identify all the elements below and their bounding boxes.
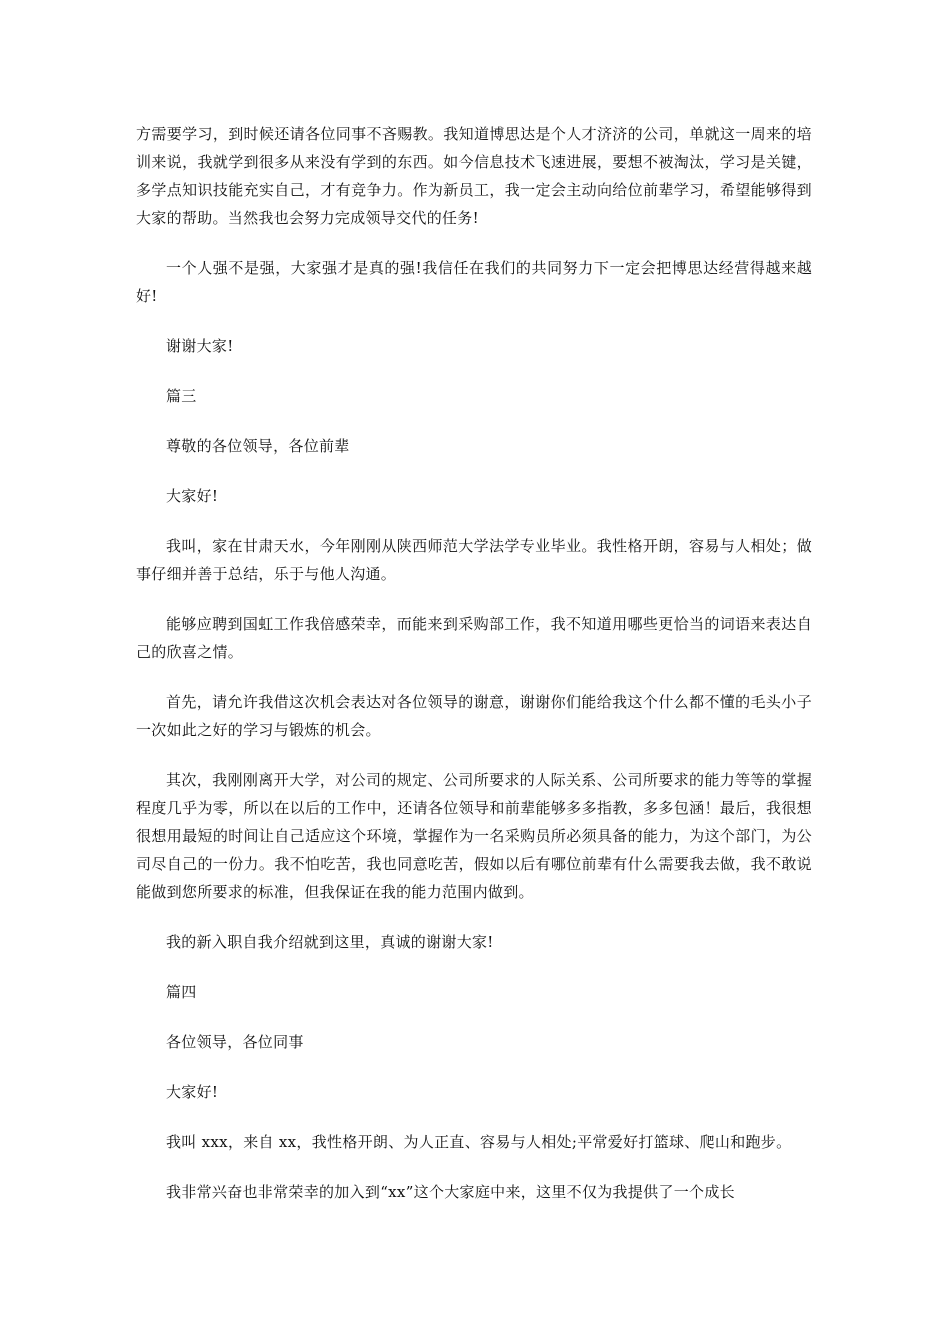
paragraph-joining: 我非常兴奋也非常荣幸的加入到“xx”这个大家庭中来，这里不仅为我提供了一个成长 xyxy=(166,1183,735,1201)
greeting-2: 大家好! xyxy=(166,1083,219,1101)
paragraph-hobbies: 我叫 xxx，来自 xx，我性格开朗、为人正直、容易与人相处;平常爱好打篮球、爬山和跑步。 xyxy=(166,1133,792,1151)
paragraph-continuation: 方需要学习，到时候还请各位同事不吝赐教。我知道博思达是个人才济济的公司，单就这一周来的培训来说，我就学到很多从来没有学到的东西。如今信息技术飞速进展，要想不被淘汰，学习是关键，多学点知识技能充实自己，才有竞争力。作为新员工，我一定会主动向给位前辈学习，希望能够得到大家的帮助。当然我也会努力完成领导交代的任务! xyxy=(136,125,812,227)
section-heading-4: 篇四 xyxy=(166,983,197,1001)
paragraph-second: 其次，我刚刚离开大学，对公司的规定、公司所要求的人际关系、公司所要求的能力等等的掌握程度几乎为零，所以在以后的工作中，还请各位领导和前辈能够多多指教，多多包涵！最后，我很想很想用最短的时间让自己适应这个环境，掌握作为一名采购员所必须具备的能力，为这个部门，为公司尽自己的一份力。我不怕吃苦，我也同意吃苦，假如以后有哪位前辈有什么需要我去做，我不敢说能做到您所要求的标准，但我保证在我的能力范围内做到。 xyxy=(136,771,812,901)
paragraph-self-intro: 我叫，家在甘肃天水，今年刚刚从陕西师范大学法学专业毕业。我性格开朗，容易与人相处；做事仔细并善于总结，乐于与他人沟通。 xyxy=(136,537,812,583)
paragraph-closing: 我的新入职自我介绍就到这里，真诚的谢谢大家! xyxy=(166,933,494,951)
document-body xyxy=(136,120,812,1206)
paragraph-first: 首先，请允许我借这次机会表达对各位领导的谢意，谢谢你们能给我这个什么都不懂的毛头小子一次如此之好的学习与锻炼的机会。 xyxy=(136,693,812,739)
greeting: 大家好! xyxy=(166,487,219,505)
section-heading-3: 篇三 xyxy=(166,387,197,405)
paragraph-honored: 能够应聘到国虹工作我倍感荣幸，而能来到采购部工作，我不知道用哪些更恰当的词语来表达自己的欣喜之情。 xyxy=(136,615,812,661)
paragraph-thanks: 谢谢大家! xyxy=(166,337,234,355)
salutation-colleagues: 各位领导，各位同事 xyxy=(166,1033,304,1051)
paragraph-teamwork: 一个人强不是强，大家强才是真的强!我信任在我们的共同努力下一定会把博思达经营得越来越好! xyxy=(136,259,812,305)
salutation-leaders: 尊敬的各位领导，各位前辈 xyxy=(166,437,350,455)
